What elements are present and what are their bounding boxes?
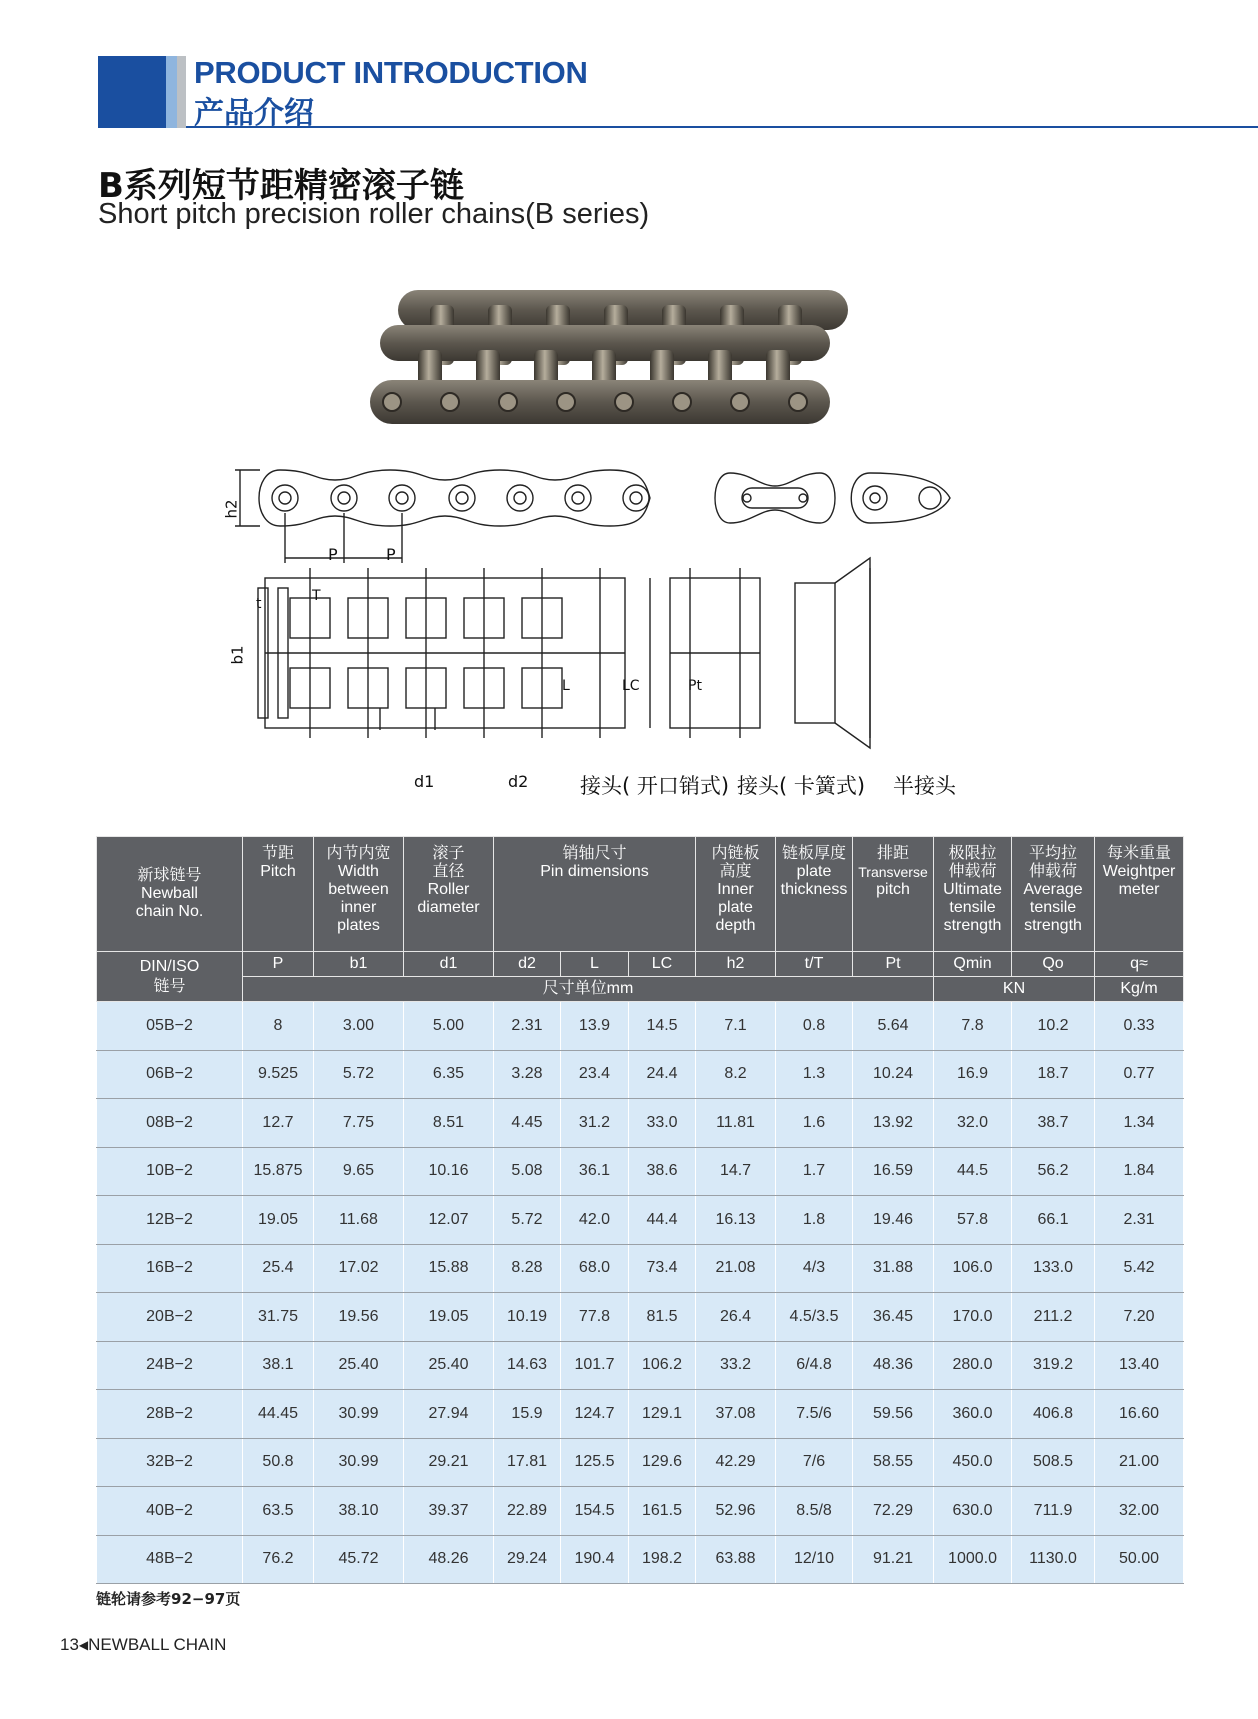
col-header-width: 内节内宽 Width between inner plates <box>314 837 404 952</box>
table-cell: 27.94 <box>404 1390 494 1439</box>
table-cell: 17.81 <box>494 1438 561 1487</box>
table-cell: 38.10 <box>314 1487 404 1536</box>
table-cell: 19.05 <box>404 1293 494 1342</box>
unit-mm: 尺寸单位mm <box>243 977 934 1002</box>
dim-label-Pt: Pt <box>688 678 702 694</box>
chain-model-cell: 28B−2 <box>97 1390 243 1439</box>
chain-model-cell: 40B−2 <box>97 1487 243 1536</box>
table-cell: 29.24 <box>494 1535 561 1584</box>
table-cell: 19.05 <box>243 1196 314 1245</box>
table-cell: 1130.0 <box>1012 1535 1095 1584</box>
table-cell: 16.59 <box>853 1147 934 1196</box>
table-cell: 11.81 <box>696 1099 776 1148</box>
table-cell: 450.0 <box>934 1438 1012 1487</box>
table-cell: 16.9 <box>934 1050 1012 1099</box>
table-cell: 42.0 <box>561 1196 629 1245</box>
col-symbol: L <box>561 952 629 977</box>
table-row <box>97 1244 1184 1293</box>
table-row <box>97 1293 1184 1342</box>
table-cell: 2.31 <box>494 1002 561 1051</box>
table-cell: 4/3 <box>776 1244 853 1293</box>
table-cell: 77.8 <box>561 1293 629 1342</box>
table-cell: 56.2 <box>1012 1147 1095 1196</box>
table-cell: 33.2 <box>696 1341 776 1390</box>
table-cell: 4.45 <box>494 1099 561 1148</box>
col-header-pin: 销轴尺寸 Pin dimensions <box>494 837 696 952</box>
col-symbol: t/T <box>776 952 853 977</box>
chain-model-cell: 08B−2 <box>97 1099 243 1148</box>
col-header-pitch: 节距 Pitch <box>243 837 314 952</box>
dim-label-p1: P <box>328 545 338 564</box>
table-cell: 57.8 <box>934 1196 1012 1245</box>
table-cell: 5.72 <box>314 1050 404 1099</box>
table-cell: 25.4 <box>243 1244 314 1293</box>
table-cell: 21.08 <box>696 1244 776 1293</box>
table-row <box>97 1341 1184 1390</box>
header-title-en: PRODUCT INTRODUCTION <box>194 55 588 90</box>
table-cell: 129.1 <box>629 1390 696 1439</box>
table-cell: 31.2 <box>561 1099 629 1148</box>
dim-label-d1: d1 <box>414 772 435 791</box>
table-cell: 14.63 <box>494 1341 561 1390</box>
table-cell: 1.6 <box>776 1099 853 1148</box>
col-symbol: Qo <box>1012 952 1095 977</box>
col-header-plate-depth: 内链板 高度 Inner plate depth <box>696 837 776 952</box>
table-cell: 19.56 <box>314 1293 404 1342</box>
table-row <box>97 1099 1184 1148</box>
table-cell: 280.0 <box>934 1341 1012 1390</box>
table-cell: 1.3 <box>776 1050 853 1099</box>
table-cell: 124.7 <box>561 1390 629 1439</box>
table-cell: 7.1 <box>696 1002 776 1051</box>
table-cell: 39.37 <box>404 1487 494 1536</box>
table-cell: 161.5 <box>629 1487 696 1536</box>
table-cell: 12.07 <box>404 1196 494 1245</box>
table-cell: 76.2 <box>243 1535 314 1584</box>
table-cell: 29.21 <box>404 1438 494 1487</box>
table-cell: 1.84 <box>1095 1147 1184 1196</box>
table-cell: 25.40 <box>314 1341 404 1390</box>
table-cell: 42.29 <box>696 1438 776 1487</box>
table-cell: 125.5 <box>561 1438 629 1487</box>
table-cell: 12.7 <box>243 1099 314 1148</box>
table-cell: 36.1 <box>561 1147 629 1196</box>
chain-model-cell: 10B−2 <box>97 1147 243 1196</box>
table-cell: 36.45 <box>853 1293 934 1342</box>
table-cell: 15.88 <box>404 1244 494 1293</box>
table-cell: 10.16 <box>404 1147 494 1196</box>
chain-model-cell: 32B−2 <box>97 1438 243 1487</box>
table-header-row <box>97 837 1184 952</box>
col-header-model: 新球链号 Newball chain No. <box>97 837 243 952</box>
page-title-en: Short pitch precision roller chains(B series) <box>98 198 650 230</box>
page-footer <box>60 1635 226 1655</box>
table-cell: 9.65 <box>314 1147 404 1196</box>
dim-label-d2: d2 <box>508 772 529 791</box>
table-cell: 81.5 <box>629 1293 696 1342</box>
table-cell: 16.13 <box>696 1196 776 1245</box>
table-cell: 508.5 <box>1012 1438 1095 1487</box>
chain-model-cell: 20B−2 <box>97 1293 243 1342</box>
table-cell: 13.9 <box>561 1002 629 1051</box>
col-symbol: P <box>243 952 314 977</box>
col-symbol: d2 <box>494 952 561 977</box>
label-cotter-joint: 接头( 开口销式) <box>580 774 730 798</box>
table-symbol-row <box>97 952 1184 977</box>
page-number: 13 <box>60 1635 79 1654</box>
dim-label-p2: P <box>386 545 396 564</box>
col-symbol: d1 <box>404 952 494 977</box>
col-header-average: 平均拉 伸载荷 Average tensile strength <box>1012 837 1095 952</box>
table-cell: 48.36 <box>853 1341 934 1390</box>
chain-model-cell: 48B−2 <box>97 1535 243 1584</box>
table-cell: 190.4 <box>561 1535 629 1584</box>
table-cell: 33.0 <box>629 1099 696 1148</box>
table-cell: 50.8 <box>243 1438 314 1487</box>
table-cell: 406.8 <box>1012 1390 1095 1439</box>
table-cell: 7.20 <box>1095 1293 1184 1342</box>
table-cell: 3.00 <box>314 1002 404 1051</box>
table-row <box>97 1147 1184 1196</box>
table-cell: 106.2 <box>629 1341 696 1390</box>
unit-kgm: Kg/m <box>1095 977 1184 1002</box>
col-header-roller: 滚子 直径 Roller diameter <box>404 837 494 952</box>
dim-label-t: t <box>256 596 262 612</box>
table-cell: 38.1 <box>243 1341 314 1390</box>
chain-model-cell: 24B−2 <box>97 1341 243 1390</box>
table-cell: 72.29 <box>853 1487 934 1536</box>
label-half-link: 半接头 <box>893 774 956 798</box>
table-cell: 31.75 <box>243 1293 314 1342</box>
chain-model-cell: 12B−2 <box>97 1196 243 1245</box>
table-cell: 32.0 <box>934 1099 1012 1148</box>
table-cell: 8 <box>243 1002 314 1051</box>
table-cell: 12/10 <box>776 1535 853 1584</box>
col-symbol: h2 <box>696 952 776 977</box>
dim-label-LC: LC <box>622 678 640 694</box>
table-cell: 45.72 <box>314 1535 404 1584</box>
table-row <box>97 1535 1184 1584</box>
header-accent-stripe <box>166 56 177 128</box>
dim-label-L: L <box>562 678 570 694</box>
table-cell: 10.2 <box>1012 1002 1095 1051</box>
col-symbol-model: DIN/ISO 链号 <box>97 952 243 1002</box>
arrow-left-icon: ◀ <box>78 1638 89 1652</box>
table-cell: 13.40 <box>1095 1341 1184 1390</box>
table-cell: 32.00 <box>1095 1487 1184 1536</box>
header-accent-block <box>98 56 166 128</box>
table-row <box>97 1050 1184 1099</box>
table-cell: 5.00 <box>404 1002 494 1051</box>
table-cell: 50.00 <box>1095 1535 1184 1584</box>
table-row <box>97 1002 1184 1051</box>
table-cell: 48.26 <box>404 1535 494 1584</box>
table-cell: 2.31 <box>1095 1196 1184 1245</box>
table-cell: 1.8 <box>776 1196 853 1245</box>
table-cell: 711.9 <box>1012 1487 1095 1536</box>
plan-view <box>258 558 870 748</box>
table-cell: 8.51 <box>404 1099 494 1148</box>
table-cell: 6/4.8 <box>776 1341 853 1390</box>
table-cell: 44.5 <box>934 1147 1012 1196</box>
label-clip-joint: 接头( 卡簧式) <box>737 774 866 798</box>
page-title-cn: B系列短节距精密滚子链 <box>98 166 464 206</box>
table-cell: 66.1 <box>1012 1196 1095 1245</box>
chain-model-cell: 16B−2 <box>97 1244 243 1293</box>
col-header-transverse: 排距 Transverse pitch <box>853 837 934 952</box>
sprocket-reference-note: 链轮请参考92−97页 <box>96 1590 241 1608</box>
table-cell: 58.55 <box>853 1438 934 1487</box>
table-cell: 10.24 <box>853 1050 934 1099</box>
table-cell: 1.34 <box>1095 1099 1184 1148</box>
table-cell: 23.4 <box>561 1050 629 1099</box>
col-header-ultimate: 极限拉 伸载荷 Ultimate tensile strength <box>934 837 1012 952</box>
table-cell: 11.68 <box>314 1196 404 1245</box>
table-cell: 73.4 <box>629 1244 696 1293</box>
table-cell: 59.56 <box>853 1390 934 1439</box>
table-cell: 14.7 <box>696 1147 776 1196</box>
footer-brand: NEWBALL CHAIN <box>88 1635 227 1654</box>
side-view <box>235 470 950 563</box>
table-cell: 7/6 <box>776 1438 853 1487</box>
table-row <box>97 1487 1184 1536</box>
header-title-cn: 产品介绍 <box>194 96 314 131</box>
table-cell: 7.5/6 <box>776 1390 853 1439</box>
table-cell: 38.7 <box>1012 1099 1095 1148</box>
table-cell: 13.92 <box>853 1099 934 1148</box>
table-cell: 44.4 <box>629 1196 696 1245</box>
spec-table <box>96 836 1184 1584</box>
table-cell: 360.0 <box>934 1390 1012 1439</box>
table-cell: 15.875 <box>243 1147 314 1196</box>
table-cell: 5.72 <box>494 1196 561 1245</box>
dim-label-h2: h2 <box>222 499 241 519</box>
col-symbol: b1 <box>314 952 404 977</box>
table-cell: 319.2 <box>1012 1341 1095 1390</box>
table-cell: 0.33 <box>1095 1002 1184 1051</box>
table-row <box>97 1438 1184 1487</box>
table-cell: 154.5 <box>561 1487 629 1536</box>
col-symbol: LC <box>629 952 696 977</box>
table-cell: 38.6 <box>629 1147 696 1196</box>
col-symbol: Qmin <box>934 952 1012 977</box>
table-cell: 198.2 <box>629 1535 696 1584</box>
table-cell: 1000.0 <box>934 1535 1012 1584</box>
table-cell: 26.4 <box>696 1293 776 1342</box>
header-accent-stripe-gray <box>177 56 186 128</box>
table-cell: 22.89 <box>494 1487 561 1536</box>
table-cell: 5.64 <box>853 1002 934 1051</box>
table-cell: 8.2 <box>696 1050 776 1099</box>
table-cell: 0.77 <box>1095 1050 1184 1099</box>
dim-label-T: T <box>312 588 321 604</box>
table-cell: 7.8 <box>934 1002 1012 1051</box>
table-cell: 630.0 <box>934 1487 1012 1536</box>
table-cell: 8.5/8 <box>776 1487 853 1536</box>
col-header-weight: 每米重量 Weightper meter <box>1095 837 1184 952</box>
table-cell: 68.0 <box>561 1244 629 1293</box>
table-cell: 211.2 <box>1012 1293 1095 1342</box>
roller-chain-photo <box>370 280 870 435</box>
table-cell: 37.08 <box>696 1390 776 1439</box>
header-rule <box>186 126 1258 128</box>
table-cell: 170.0 <box>934 1293 1012 1342</box>
table-cell: 91.21 <box>853 1535 934 1584</box>
table-cell: 7.75 <box>314 1099 404 1148</box>
table-cell: 30.99 <box>314 1438 404 1487</box>
table-cell: 18.7 <box>1012 1050 1095 1099</box>
chain-model-cell: 06B−2 <box>97 1050 243 1099</box>
table-cell: 52.96 <box>696 1487 776 1536</box>
table-cell: 133.0 <box>1012 1244 1095 1293</box>
table-cell: 16.60 <box>1095 1390 1184 1439</box>
table-cell: 63.5 <box>243 1487 314 1536</box>
table-row <box>97 1390 1184 1439</box>
table-cell: 19.46 <box>853 1196 934 1245</box>
table-cell: 1.7 <box>776 1147 853 1196</box>
table-cell: 63.88 <box>696 1535 776 1584</box>
table-cell: 106.0 <box>934 1244 1012 1293</box>
table-cell: 17.02 <box>314 1244 404 1293</box>
table-cell: 0.8 <box>776 1002 853 1051</box>
table-cell: 8.28 <box>494 1244 561 1293</box>
table-cell: 3.28 <box>494 1050 561 1099</box>
table-cell: 14.5 <box>629 1002 696 1051</box>
table-cell: 24.4 <box>629 1050 696 1099</box>
table-cell: 101.7 <box>561 1341 629 1390</box>
table-cell: 21.00 <box>1095 1438 1184 1487</box>
unit-kn: KN <box>934 977 1095 1002</box>
chain-model-cell: 05B−2 <box>97 1002 243 1051</box>
table-cell: 5.08 <box>494 1147 561 1196</box>
chain-technical-drawing <box>230 468 1010 798</box>
table-cell: 44.45 <box>243 1390 314 1439</box>
table-cell: 30.99 <box>314 1390 404 1439</box>
table-cell: 9.525 <box>243 1050 314 1099</box>
col-symbol: q≈ <box>1095 952 1184 977</box>
table-unit-row <box>97 977 1184 1002</box>
dim-label-b1: b1 <box>228 645 247 665</box>
table-row <box>97 1196 1184 1245</box>
table-cell: 15.9 <box>494 1390 561 1439</box>
table-cell: 129.6 <box>629 1438 696 1487</box>
table-cell: 25.40 <box>404 1341 494 1390</box>
col-header-plate-thickness: 链板厚度 plate thickness <box>776 837 853 952</box>
table-cell: 31.88 <box>853 1244 934 1293</box>
col-symbol: Pt <box>853 952 934 977</box>
table-cell: 4.5/3.5 <box>776 1293 853 1342</box>
table-cell: 5.42 <box>1095 1244 1184 1293</box>
table-cell: 6.35 <box>404 1050 494 1099</box>
table-cell: 10.19 <box>494 1293 561 1342</box>
